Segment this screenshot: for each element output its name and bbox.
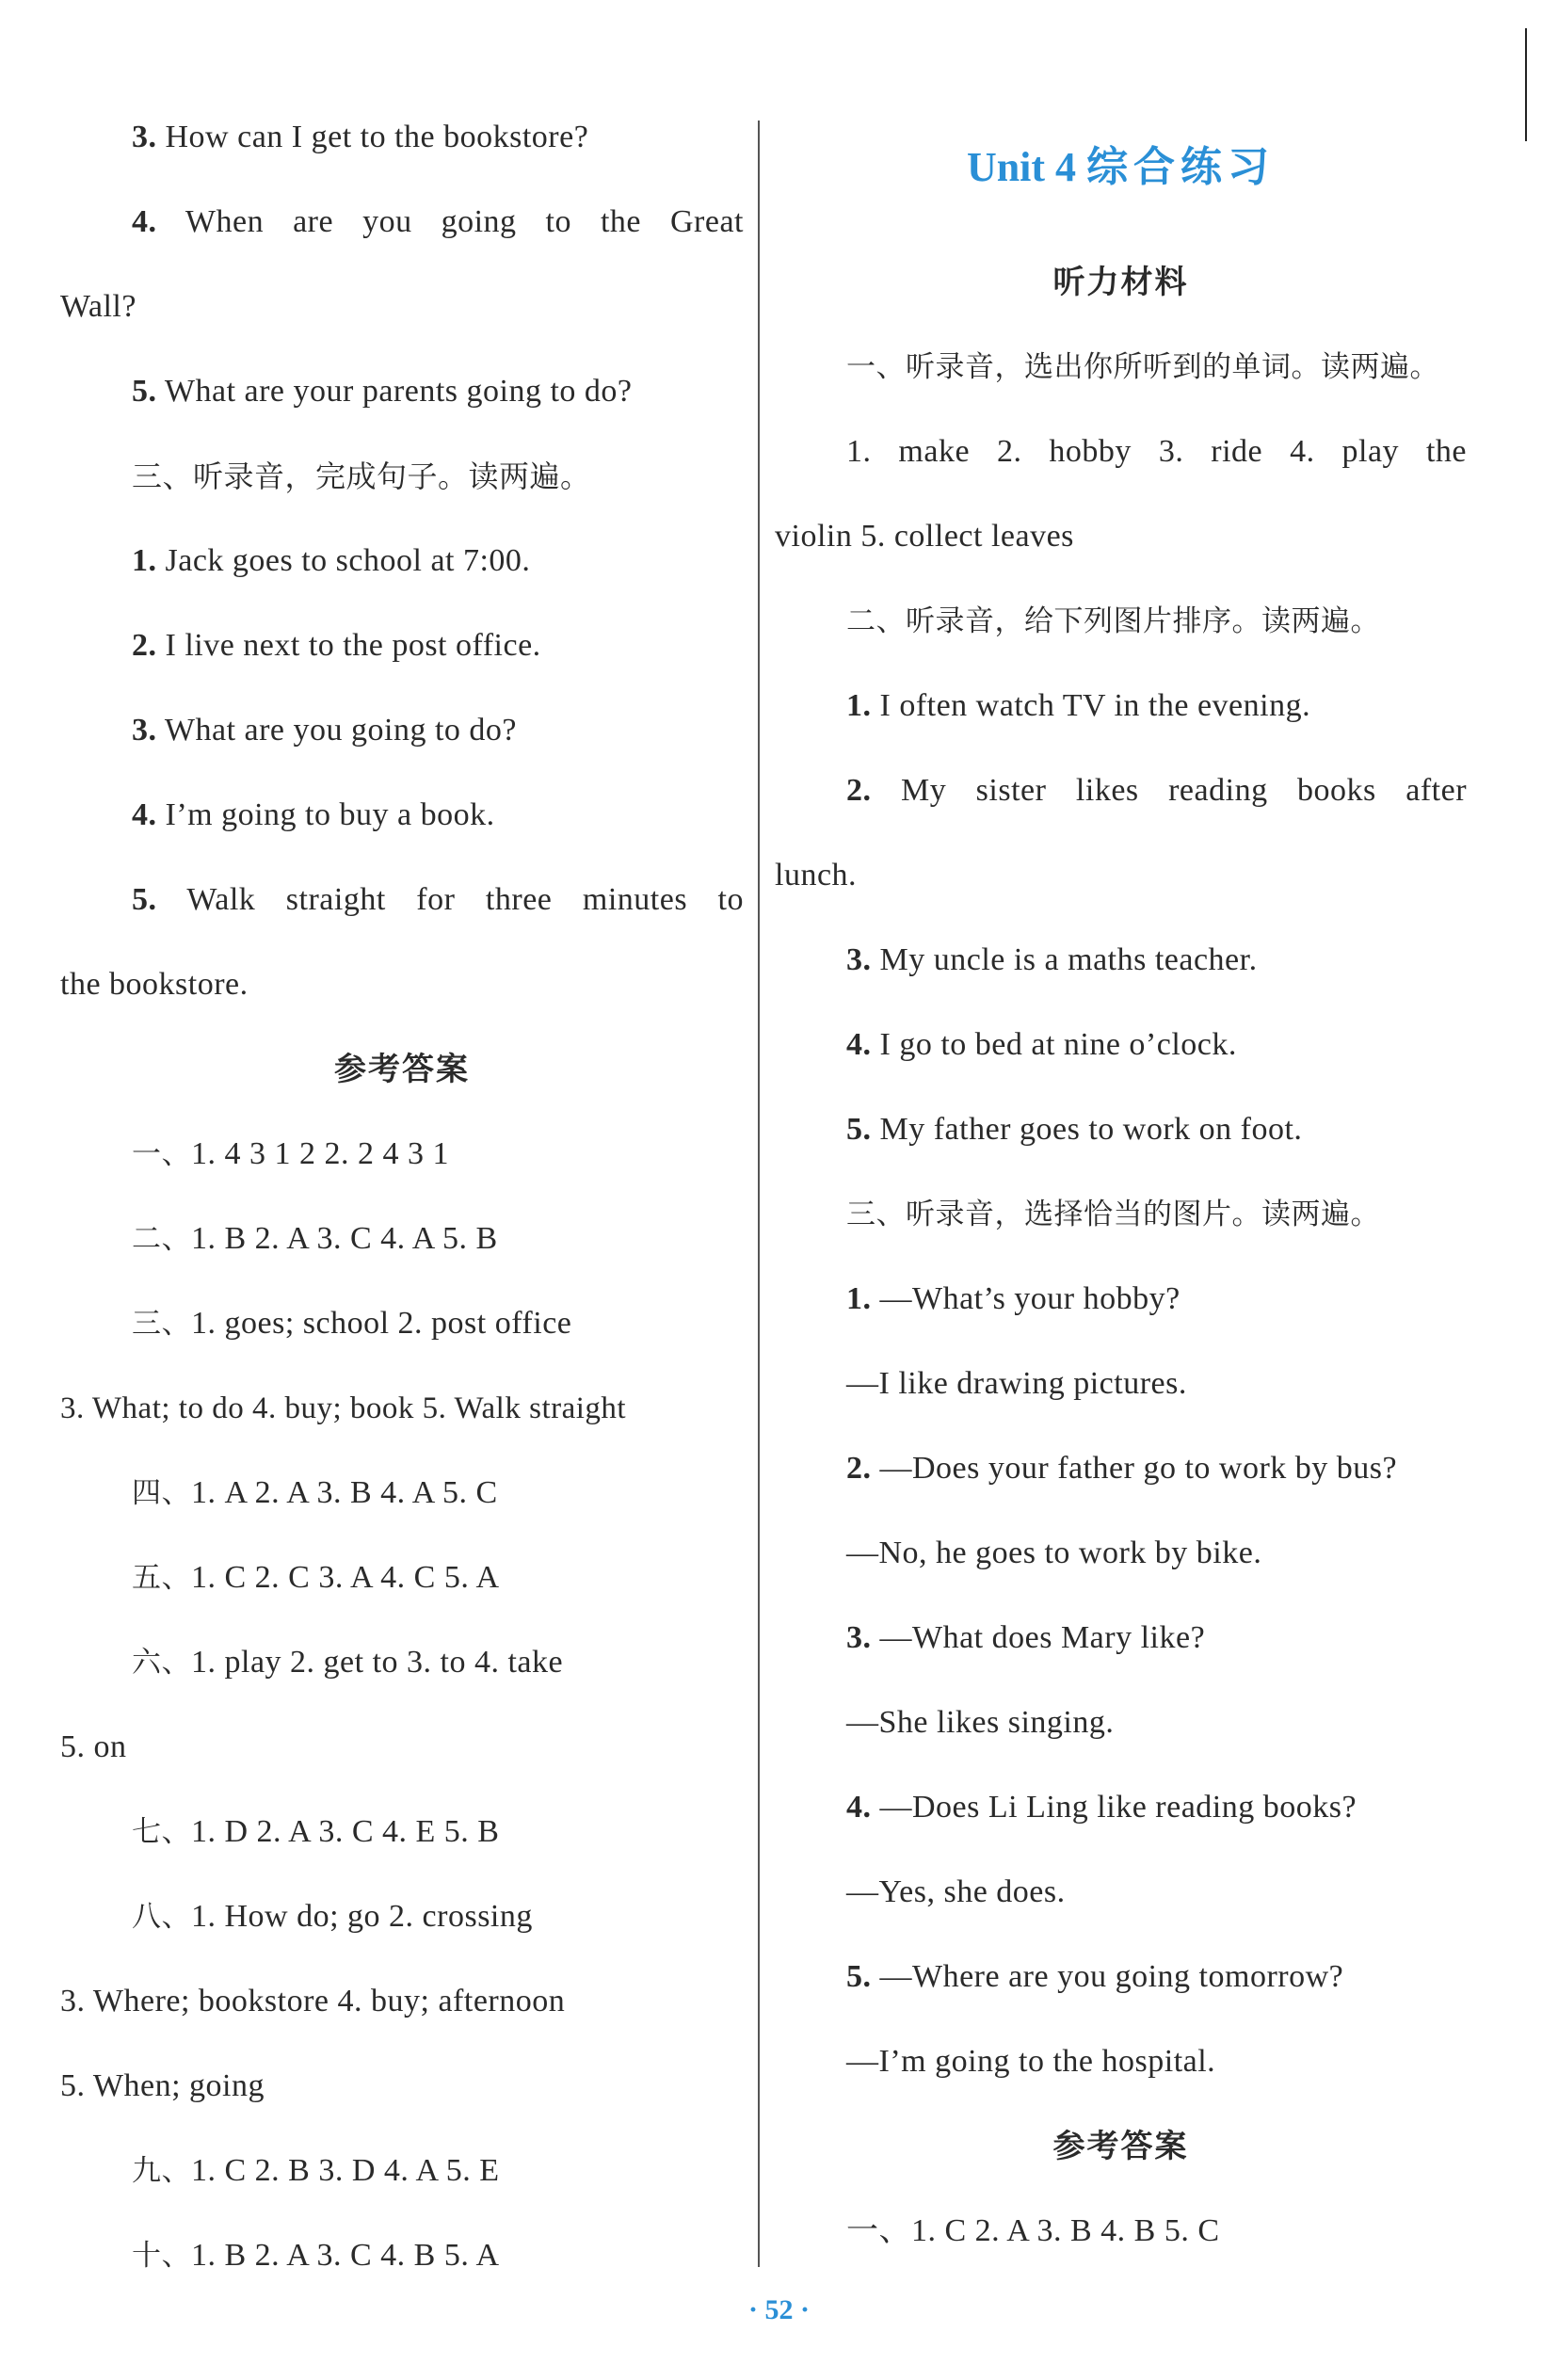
answer-line: 一、1. C 2. A 3. B 4. B 5. C [846,2213,1220,2248]
dialogue-line: 3. —What does Mary like? [846,1620,1206,1655]
unit-title-en: Unit 4 [966,144,1077,190]
unit-title-cn: 综合练习 [1086,143,1276,191]
section-title: 三、听录音，完成句子。读两遍。 [132,458,591,494]
answer-line: 七、1. D 2. A 3. C 4. E 5. B [132,1814,500,1849]
answer-line: 5. When; going [60,2068,265,2103]
answer-line: 三、1. goes; school 2. post office [132,1306,572,1341]
dialogue-line: —No, he goes to work by bike. [846,1536,1262,1570]
answer-line: 3. Where; bookstore 4. buy; afternoon [60,1984,566,2018]
list-item: 5. Walk straight for three minutes to [132,882,744,917]
section-title: 二、听录音，给下列图片排序。读两遍。 [846,604,1380,638]
answer-line: 八、1. How do; go 2. crossing [132,1899,533,1934]
section-title: 一、听录音，选出你所听到的单词。读两遍。 [846,350,1439,384]
list-item: 1. Jack goes to school at 7:00. [132,543,531,578]
dialogue-line: 2. —Does your father go to work by bus? [846,1451,1398,1486]
list-item: 4. I go to bed at nine o’clock. [846,1027,1237,1062]
list-item: the bookstore. [60,967,249,1002]
page-edge-line [1525,28,1527,141]
list-item: 1. I often watch TV in the evening. [846,688,1311,723]
answers-heading: 参考答案 [1052,2128,1189,2165]
listening-line: Wall? [60,289,137,324]
list-item: 3. What are you going to do? [132,713,518,748]
unit-title [775,143,1467,192]
list-item: 3. My uncle is a maths teacher. [846,942,1258,977]
answer-line: 十、1. B 2. A 3. C 4. B 5. A [132,2238,500,2273]
answer-line: 一、1. 4 3 1 2 2. 2 4 3 1 [132,1136,449,1171]
list-item: violin 5. collect leaves [775,519,1074,554]
answer-line: 九、1. C 2. B 3. D 4. A 5. E [132,2153,500,2188]
answer-line: 二、1. B 2. A 3. C 4. A 5. B [132,1221,498,1256]
listening-heading: 听力材料 [1052,264,1189,301]
dialogue-line: —I like drawing pictures. [846,1366,1187,1401]
dialogue-line: —She likes singing. [846,1705,1115,1740]
answers-heading: 参考答案 [334,1051,470,1088]
list-item: lunch. [775,858,858,892]
answer-line: 3. What; to do 4. buy; book 5. Walk straight [60,1391,627,1425]
page-number: · 52 · [747,2294,810,2325]
dialogue-line: 4. —Does Li Ling like reading books? [846,1790,1357,1825]
answer-line: 五、1. C 2. C 3. A 4. C 5. A [132,1560,500,1595]
listening-line: 3. How can I get to the bookstore? [132,120,589,154]
answer-line: 六、1. play 2. get to 3. to 4. take [132,1645,564,1680]
dialogue-line: —Yes, she does. [846,1874,1066,1909]
dialogue-line: 1. —What’s your hobby? [846,1281,1181,1316]
answer-line: 5. on [60,1729,127,1764]
list-item: 5. My father goes to work on foot. [846,1112,1303,1147]
answer-line: 四、1. A 2. A 3. B 4. A 5. C [132,1475,498,1510]
listening-line: 5. What are your parents going to do? [132,374,633,409]
column-divider [758,121,760,2267]
list-item: 1. make 2. hobby 3. ride 4. play the [846,434,1467,469]
dialogue-line: —I’m going to the hospital. [846,2044,1216,2079]
list-item: 4. I’m going to buy a book. [132,797,495,832]
section-title: 三、听录音，选择恰当的图片。读两遍。 [846,1198,1380,1231]
list-item: 2. My sister likes reading books after [846,773,1468,808]
dialogue-line: 5. —Where are you going tomorrow? [846,1959,1344,1994]
listening-line: 4. When are you going to the Great [132,204,744,239]
list-item: 2. I live next to the post office. [132,628,541,663]
